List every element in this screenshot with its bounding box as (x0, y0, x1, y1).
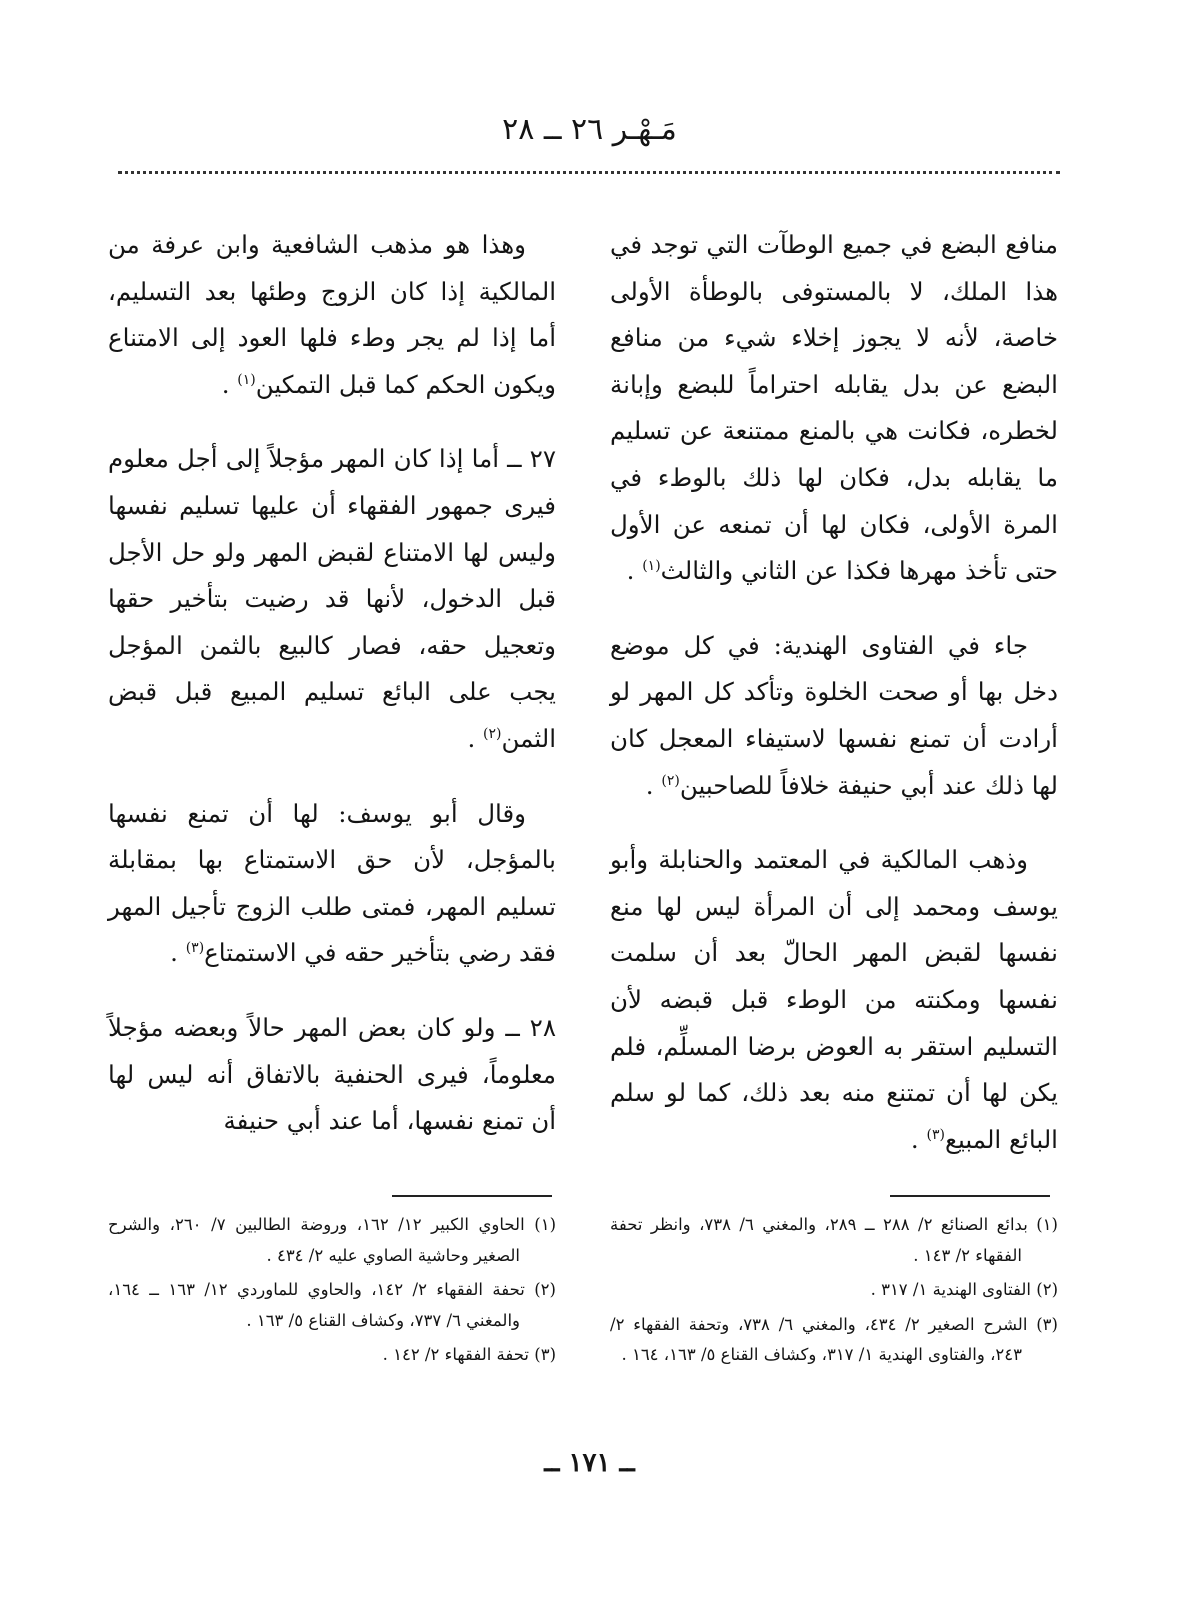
paragraph-text: منافع البضع في جميع الوطآت التي توجد في هذا الملك، لا بالمستوفى بالوطأة الأولى خاصة، لأنه لا يجوز إخلاء شيء من منافع البضع عن بدل يقابله احتراماً للبضع وإبانة لخطره، فكانت هي بالمنع ممتنعة عن تسليم ما يقابله بدل، فكان لها ذلك بالوطء في المرة الأولى، فكان لها أن تمنعه عن الأول حتى تأخذ مهرها فكذا عن الثاني والثالث (610, 230, 1058, 586)
footnote: (١) بدائع الصنائع ٢/ ٢٨٨ ــ ٢٨٩، والمغني ٦/ ٧٣٨، وانظر تحفة الفقهاء ٢/ ١٤٣ . (610, 1215, 1058, 1265)
footnote-reference: (٣) (185, 940, 205, 957)
paragraph-text: وهذا هو مذهب الشافعية وابن عرفة من المالكية إذا كان الزوج وطئها بعد التسليم، أما إذا لم يجر وطء فلها العود إلى الامتناع ويكون الحكم كما قبل التمكين (108, 230, 556, 399)
footnote-divider-left (392, 1195, 552, 1197)
paragraph: وهذا هو مذهب الشافعية وابن عرفة من المالكية إذا كان الزوج وطئها بعد التسليم، أما إذا لم يجر وطء فلها العود إلى الامتناع ويكون الحكم كما قبل التمكين$^{(١)}$ . (108, 230, 556, 399)
page-header-title: مَـهْـر ٢٦ ــ ٢٨ (502, 112, 677, 147)
paragraph-text: ٢٧ ــ أما إذا كان المهر مؤجلاً إلى أجل معلوم فيرى جمهور الفقهاء أن عليها تسليم نفسها وليس لها الامتناع لقبض المهر ولو حل الأجل قبل الدخول، لأنها قد رضيت بتأخير حقها وتعجيل حقه، فصار كالبيع بالثمن المؤجل يجب على البائع تسليم المبيع قبل قبض الثمن (108, 444, 556, 753)
paragraph-text: وذهب المالكية في المعتمد والحنابلة وأبو يوسف ومحمد إلى أن المرأة ليس لها منع نفسها لقبض المهر الحالّ بعد أن سلمت نفسها ومكنته من الوطء قبل قبضه لأن التسليم استقر به العوض برضا المسلِّم، فلم يكن لها أن تمتنع منه بعد ذلك، كما لو سلم البائع المبيع (610, 845, 1058, 1154)
footnote: (١) الحاوي الكبير ١٢/ ١٦٢، وروضة الطالبين ٧/ ٢٦٠، والشرح الصغير وحاشية الصاوي عليه ٢/ ٤٣٤ . (108, 1215, 556, 1265)
footnotes-left (108, 1210, 556, 1375)
paragraph-text: جاء في الفتاوى الهندية: في كل موضع دخل بها أو صحت الخلوة وتأكد كل المهر لو أرادت أن تمنع نفسها لاستيفاء المعجل كان لها ذلك عند أبي حنيفة خلافاً للصاحبين (610, 630, 1058, 800)
footnote: (٣) تحفة الفقهاء ٢/ ١٤٢ . (382, 1345, 556, 1364)
footnote: (٢) تحفة الفقهاء ٢/ ١٤٢، والحاوي للماوردي ١٢/ ١٦٣ ــ ١٦٤، والمغني ٦/ ٧٣٧، وكشاف القناع ٥/ ١٦٣ . (108, 1280, 556, 1330)
footnotes-right (610, 1210, 1058, 1375)
footnote-reference: (٢) (483, 725, 502, 742)
footnote-divider-right (890, 1195, 1050, 1197)
page-number: ــ ١٧١ ــ (544, 1448, 635, 1478)
footnote: (٢) الفتاوى الهندية ١/ ٣١٧ . (870, 1280, 1058, 1299)
footnote-reference: (٢) (661, 772, 680, 789)
section-27-paragraph: ٢٧ ــ أما إذا كان المهر مؤجلاً إلى أجل معلوم فيرى جمهور الفقهاء أن عليها تسليم نفسها وليس لها الامتناع لقبض المهر ولو حل الأجل قبل الدخول، لأنها قد رضيت بتأخير حقها وتعجيل حقه، فصار كالبيع بالثمن المؤجل يجب على البائع تسليم المبيع قبل قبض الثمن$^{(٢)}$ . (108, 444, 556, 753)
right-text-column (610, 222, 1058, 1163)
paragraph-text: وقال أبو يوسف: لها أن تمنع نفسها بالمؤجل، لأن حق الاستمتاع بها بمقابلة تسليم المهر، فمتى طلب الزوج تأجيل المهر فقد رضي بتأخير حقه في الاستمتاع (108, 798, 556, 968)
footnote-reference: (١) (642, 558, 661, 574)
header-dotted-divider (118, 171, 1060, 174)
section-28-paragraph (108, 1005, 556, 1145)
footnote: (٣) الشرح الصغير ٢/ ٤٣٤، والمغني ٦/ ٧٣٨، وتحفة الفقهاء ٢/ ٢٤٣، والفتاوى الهندية ١/ ٣١٧، وكشاف القناع ٥/ ١٦٣، ١٦٤ . (610, 1314, 1058, 1364)
paragraph: منافع البضع في جميع الوطآت التي توجد في هذا الملك، لا بالمستوفى بالوطأة الأولى خاصة، لأنه لا يجوز إخلاء شيء من منافع البضع عن بدل يقابله احتراماً للبضع وإبانة لخطره، فكانت هي بالمنع ممتنعة عن تسليم ما يقابله بدل، فكان لها ذلك بالوطء في المرة الأولى، فكان لها أن تمنعه عن الأول حتى تأخذ مهرها فكذا عن الثاني والثالث$^{(١)}$ . (610, 230, 1058, 586)
paragraph: جاء في الفتاوى الهندية: في كل موضع دخل بها أو صحت الخلوة وتأكد كل المهر لو أرادت أن تمنع نفسها لاستيفاء المعجل كان لها ذلك عند أبي حنيفة خلافاً للصاحبين$^{(٢)}$ . (610, 630, 1058, 800)
paragraph: وقال أبو يوسف: لها أن تمنع نفسها بالمؤجل، لأن حق الاستمتاع بها بمقابلة تسليم المهر، فمتى طلب الزوج تأجيل المهر فقد رضي بتأخير حقه في الاستمتاع$^{(٣)}$ . (108, 798, 556, 968)
left-text-column (108, 222, 556, 1145)
footnote-reference: (٣) (926, 1126, 945, 1143)
paragraph-text: ٢٨ ــ ولو كان بعض المهر حالاً وبعضه مؤجلاً معلوماً، فيرى الحنفية بالاتفاق أنه ليس لها أن تمنع نفسها، أما عند أبي حنيفة (108, 1012, 556, 1136)
footnote-reference: (١) (237, 371, 256, 388)
paragraph: وذهب المالكية في المعتمد والحنابلة وأبو يوسف ومحمد إلى أن المرأة ليس لها منع نفسها لقبض المهر الحالّ بعد أن سلمت نفسها ومكنته من الوطء قبل قبضه لأن التسليم استقر به العوض برضا المسلِّم، فلم يكن لها أن تمتنع منه بعد ذلك، كما لو سلم البائع المبيع$^{(٣)}$ . (610, 845, 1058, 1154)
